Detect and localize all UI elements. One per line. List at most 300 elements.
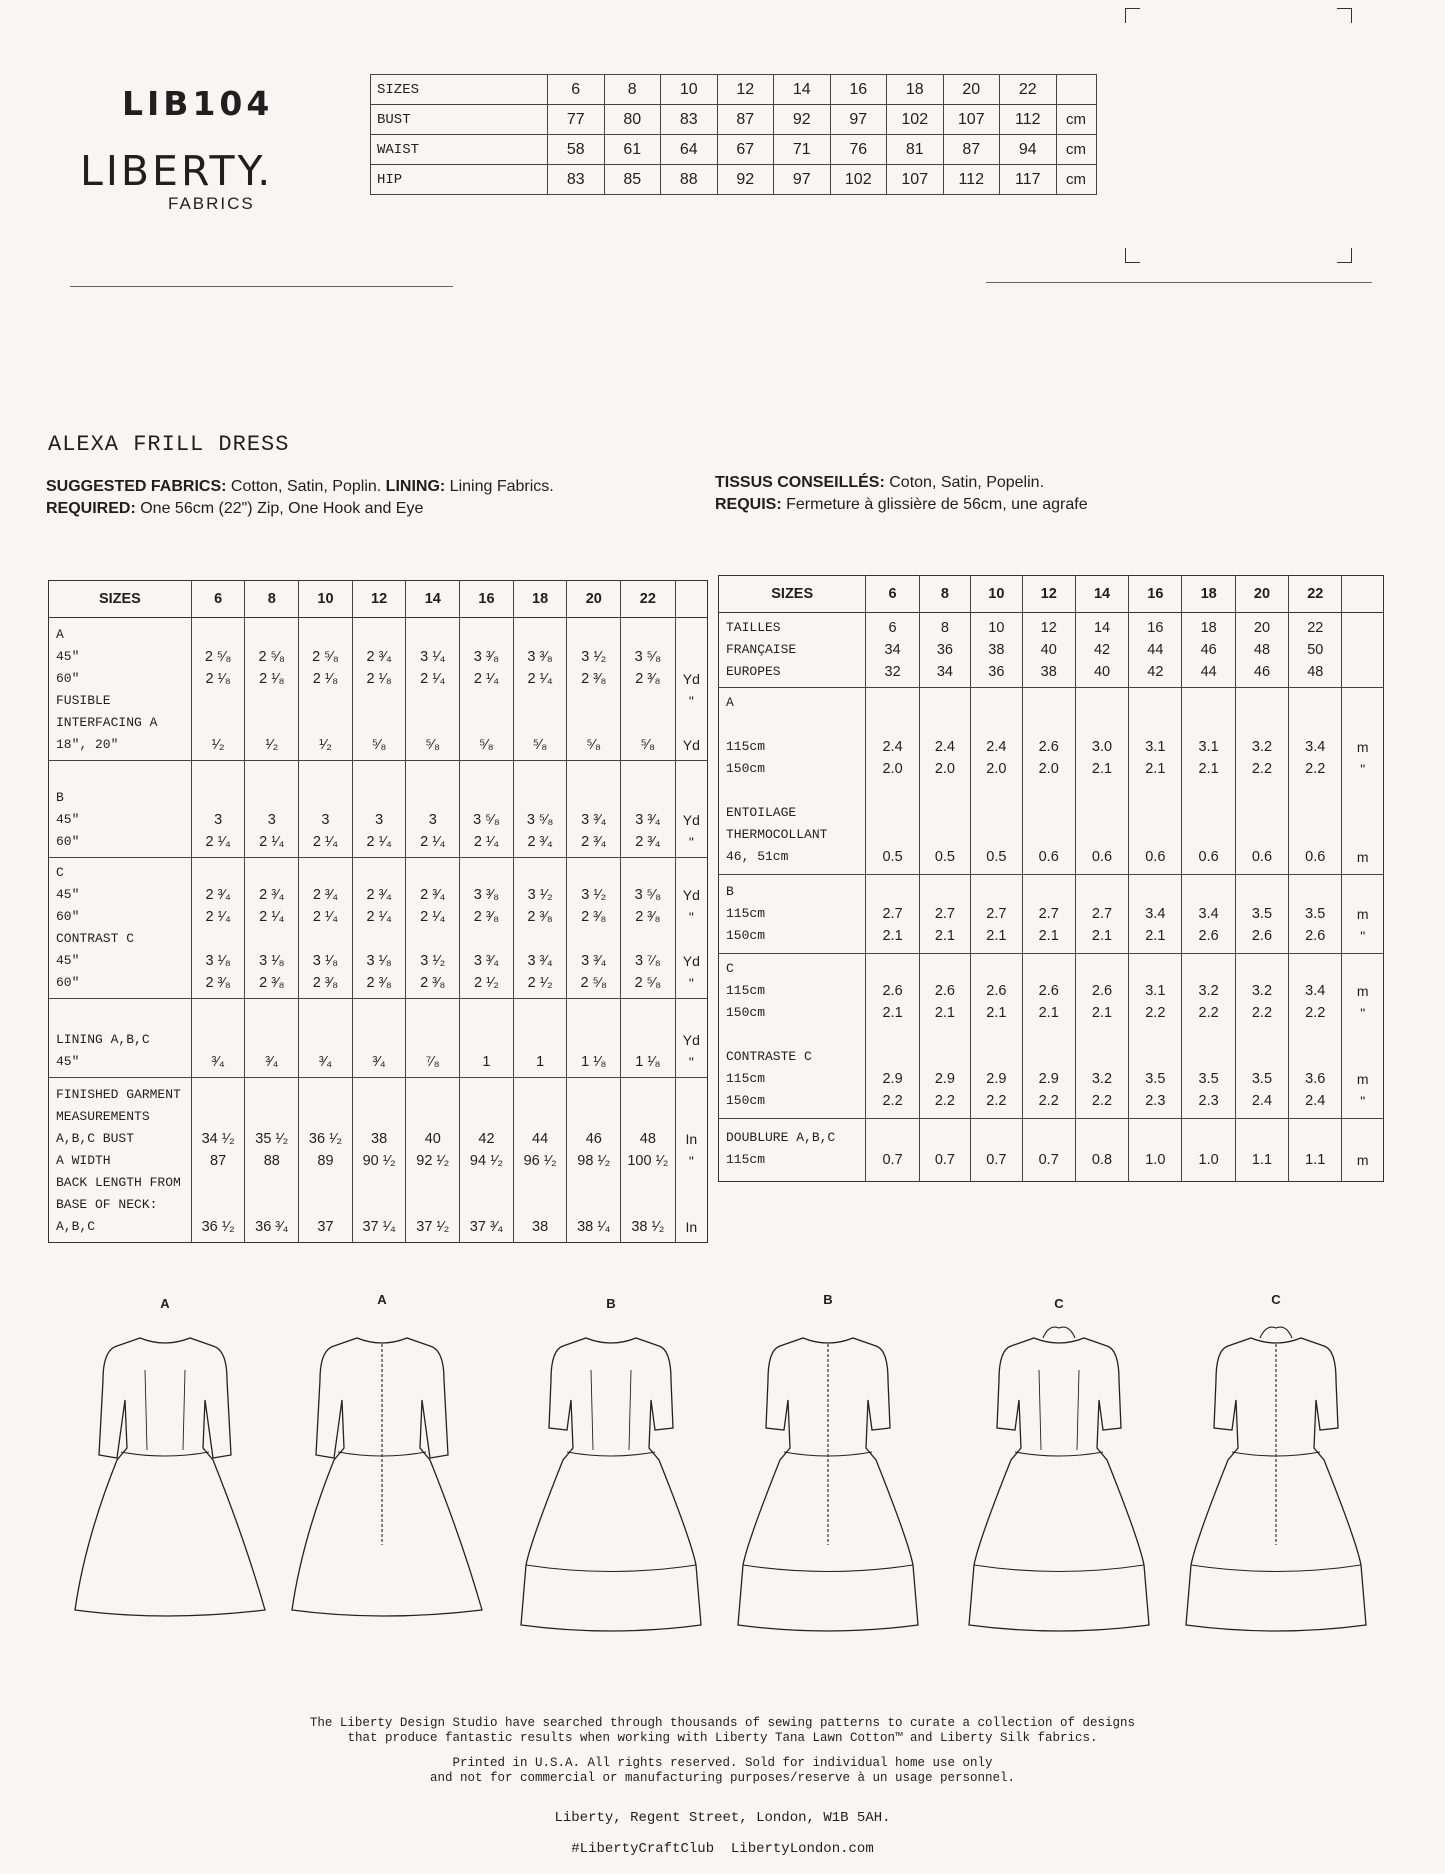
quantity-cell [1076,692,1128,714]
quantity-cell [1129,824,1181,846]
quantity-cell: 2 ¹⁄₄ [259,909,285,925]
section-labels [49,1078,192,1243]
quantity-cell [192,928,245,950]
quantity-cell [920,1024,970,1046]
header-cell: 14 [1075,576,1128,613]
quantity-cell [192,624,245,646]
quantity-cell: 2.1 [1091,761,1113,777]
quantity-cell: 2 ¹⁄₄ [205,834,231,850]
quantity-cell [866,1046,918,1068]
quantity-cell: 3 ³⁄₄ [527,953,553,969]
header-cell: SIZES [719,576,866,613]
waist-seam [567,1452,655,1456]
quantity-cell: 3 ⁵⁄₈ [634,887,662,903]
size-row [371,75,1097,105]
unit-cell: " [688,1153,694,1169]
unit-cell [676,765,707,787]
quantity-cell: 2.7 [986,906,1007,922]
section-label: A WIDTH [56,1153,111,1168]
quantity-cell [971,1024,1021,1046]
quantity-cell [1129,802,1181,824]
size-cell: 16 [830,75,887,105]
quantity-cell [1289,958,1341,980]
unit-cell: In [685,1131,698,1147]
quantity-cell: 3 ³⁄₈ [473,649,500,665]
quantity-cell [1129,1046,1181,1068]
unit-cell [1342,617,1383,639]
table-section [49,858,708,999]
section-labels [719,875,866,954]
view-label: C [1054,1296,1064,1311]
quantity-cell: 0.7 [934,1152,956,1168]
unit-cell [1342,692,1383,714]
unit-cell [1342,881,1383,903]
unit-cell [676,1084,707,1106]
quantity-cell: 2.1 [1145,761,1166,777]
unit-cell [676,1194,707,1216]
quantity-cell [299,862,352,884]
size-column [1075,613,1128,688]
view-label: A [160,1296,170,1311]
header-cell: 20 [567,581,621,618]
quantity-cell [866,802,918,824]
quantity-cell [920,802,970,824]
quantity-cell [514,862,567,884]
crop-mark [1337,248,1352,263]
view-label: A [377,1292,387,1307]
quantity-cell [621,765,675,787]
quantity-cell [1076,1127,1128,1149]
unit-cell: Yd [682,953,700,969]
quantity-cell [1076,1046,1128,1068]
quantity-cell: 2 ⁵⁄₈ [312,649,339,665]
section-label: 45″ [56,1054,80,1069]
quantity-cell [1129,714,1181,736]
quantity-cell: 2.2 [1251,1005,1273,1021]
table-section [49,618,708,761]
section-label: MEASUREMENTS [56,1109,150,1124]
header-cell: 22 [621,581,676,618]
section-label: LINING A,B,C [56,1032,150,1047]
unit-cell: Yd [682,887,700,903]
quantity-cell: 3.1 [1145,983,1166,999]
dress-outline [292,1338,482,1616]
size-cell: 83 [548,165,605,195]
quantity-cell: 2 ¹⁄₄ [205,909,231,925]
quantity-cell [1182,1127,1234,1149]
size-cell: 71 [774,135,831,165]
size-column [1022,1119,1075,1182]
table-section [719,1119,1384,1182]
size-column [567,999,621,1078]
quantity-cell: 2 ¹⁄₄ [312,909,339,925]
quantity-cell: 2.0 [934,761,956,777]
size-column [460,858,514,999]
quantity-cell: 3.4 [1305,983,1326,999]
quantity-cell: 2.2 [1305,761,1326,777]
quantity-cell: 3.5 [1145,1071,1166,1087]
quantity-cell [920,881,970,903]
quantity-cell: 1.0 [1145,1152,1166,1168]
quantity-cell: 3.2 [1251,983,1273,999]
quantity-cell: 2.2 [986,1093,1007,1109]
unit-cell [1342,780,1383,802]
quantity-cell: 2.9 [1038,1071,1059,1087]
quantity-cell: 2 ¹⁄₈ [366,671,392,687]
quantity-cell: 2.0 [986,761,1007,777]
quantity-cell: 0.8 [1091,1152,1113,1168]
view-label: B [606,1296,616,1311]
size-column [513,858,567,999]
quantity-cell: ⁵⁄₈ [425,737,440,753]
size-column [567,618,621,761]
quantity-cell [245,1194,298,1216]
fr-fabrics-value: Coton, Satin, Popelin. [884,474,1045,491]
quantity-cell [971,692,1021,714]
quantity-cell [245,765,298,787]
quantity-cell: 96 ¹⁄₂ [523,1153,557,1169]
quantity-cell: 0.6 [1305,849,1326,865]
quantity-cell: 2.3 [1198,1093,1219,1109]
section-label: FRANÇAISE [726,642,797,657]
quantity-cell: 46 [1200,642,1217,658]
quantity-cell: 2.4 [934,739,956,755]
quantity-cell [567,862,620,884]
section-label: INTERFACING A [56,715,158,730]
quantity-cell: 2 ¹⁄₄ [366,834,392,850]
quantity-cell [299,1172,352,1194]
size-chart [370,74,1097,195]
hem-frill-seam [1191,1565,1361,1572]
quantity-cell: ¹⁄₂ [211,737,225,753]
quantity-cell: 34 ¹⁄₂ [201,1131,235,1147]
size-column [567,761,621,858]
quantity-cell [460,928,513,950]
quantity-cell [567,787,620,809]
quantity-cell: 20 [1253,620,1271,636]
quantity-cell [299,1084,352,1106]
section-label: C [56,865,64,880]
quantity-cell [1236,881,1288,903]
quantity-cell: 2 ³⁄₄ [527,834,553,850]
section-label: 115cm [726,983,766,998]
fabrics-value: Cotton, Satin, Poplin. [226,478,386,495]
unit-cell: " [688,693,694,709]
unit-column [1342,613,1384,688]
size-column [513,618,567,761]
quantity-cell [1236,780,1288,802]
size-column [1022,875,1075,954]
quantity-cell [971,881,1021,903]
quantity-cell: 2.1 [882,1005,903,1021]
quantity-cell [460,862,513,884]
size-column [919,954,970,1119]
quantity-cell: 3.0 [1091,739,1113,755]
quantity-cell: 3 ¹⁄₄ [420,649,446,665]
table-section [49,761,708,858]
quantity-cell [1289,714,1341,736]
table-section [719,875,1384,954]
quantity-cell: 2.1 [1038,928,1059,944]
size-column [299,999,353,1078]
header-cell: 22 [1289,576,1342,613]
quantity-cell: 46 [1253,664,1271,680]
quantity-cell: 0.7 [986,1152,1007,1168]
quantity-cell: 3 ⁷⁄₈ [634,953,661,969]
unit-cell: " [688,834,694,850]
unit-cell: m [1356,983,1369,999]
quantity-cell [353,765,406,787]
quantity-cell: 2.1 [986,1005,1007,1021]
quantity-cell: 32 [884,664,901,680]
quantity-cell [245,1029,298,1051]
quantity-cell: 2 ³⁄₈ [312,975,339,991]
quantity-cell [621,690,675,712]
unit-cell [676,646,707,668]
size-row [371,105,1097,135]
section-label: 60″ [56,834,80,849]
quantity-cell [920,1127,970,1149]
quantity-cell: 6 [888,620,897,636]
waist-seam [1015,1452,1103,1456]
section-label: THERMOCOLLANT [726,827,828,842]
quantity-cell [971,802,1021,824]
bodice-darts [1039,1370,1079,1450]
section-label: CONTRAST C [56,931,135,946]
quantity-cell: 38 [532,1219,549,1235]
unit-column [675,618,707,761]
dress-outline [969,1338,1149,1631]
size-column [919,688,970,875]
quantity-cell [567,1172,620,1194]
unit-cell: m [1356,906,1369,922]
unit-cell: In [685,1219,698,1235]
size-cell: 85 [604,165,661,195]
size-column [1289,688,1342,875]
quantity-cell [621,1106,675,1128]
unit-cell: cm [1056,165,1096,195]
quantity-cell: 3 ¹⁄₈ [259,953,285,969]
quantity-cell: 3 ⁵⁄₈ [634,649,662,665]
quantity-cell [406,1194,459,1216]
section-labels [49,761,192,858]
quantity-cell: 37 ³⁄₄ [469,1219,504,1235]
quantity-cell: 2 ¹⁄₄ [366,909,392,925]
quantity-cell: 2 ⁵⁄₈ [580,975,608,991]
size-column [191,1078,245,1243]
section-label: 45″ [56,887,80,902]
quantity-cell [514,1029,567,1051]
size-column [513,1078,567,1243]
quantity-cell: 36 ³⁄₄ [255,1219,289,1235]
pattern-title: ALEXA FRILL DRESS [48,432,290,457]
quantity-cell [567,1106,620,1128]
quantity-cell: 3 [375,812,384,828]
size-column [866,688,919,875]
quantity-cell [567,765,620,787]
quantity-cell: 50 [1307,642,1324,658]
section-label: 45″ [56,649,80,664]
quantity-cell [1076,1024,1128,1046]
header-cell: 8 [919,576,970,613]
size-column [406,1078,460,1243]
quantity-cell [1023,1046,1075,1068]
quantity-cell [406,1029,459,1051]
unit-cell [676,928,707,950]
quantity-cell [1129,881,1181,903]
size-column [971,1119,1022,1182]
size-column [1075,875,1128,954]
header-cell: 6 [191,581,245,618]
quantity-cell: 2.1 [986,928,1007,944]
size-cell: 76 [830,135,887,165]
size-column [460,618,514,761]
size-column [621,999,676,1078]
quantity-cell: 2 ³⁄₈ [581,671,607,687]
quantity-cell [406,862,459,884]
table-header-row [719,576,1384,613]
size-column [460,1078,514,1243]
table-section [49,1078,708,1243]
header-cell: 16 [1129,576,1182,613]
size-column [971,613,1022,688]
size-column [567,1078,621,1243]
quantity-cell [1289,1046,1341,1068]
size-row-label: BUST [371,105,548,135]
section-label: ENTOILAGE [726,805,797,820]
quantity-cell: 37 ¹⁄₂ [416,1219,450,1235]
quantity-cell: 10 [988,620,1005,636]
section-label [726,714,865,736]
quantity-cell: 44 [1200,664,1217,680]
quantity-cell [1076,802,1128,824]
size-cell: 92 [774,105,831,135]
size-cell: 22 [1000,75,1057,105]
section-label: 18″, 20″ [56,737,119,752]
quantity-cell [406,1084,459,1106]
quantity-cell: 42 [1093,642,1111,658]
quantity-cell [1023,1024,1075,1046]
section-label: 60″ [56,909,80,924]
quantity-cell: 34 [936,664,953,680]
quantity-cell: ⁵⁄₈ [532,737,548,753]
quantity-cell [514,1084,567,1106]
quantity-cell: 2.2 [934,1093,956,1109]
unit-cell [1342,1024,1383,1046]
quantity-cell: 46 [585,1131,602,1147]
crop-mark [1125,248,1140,263]
quantity-cell: 3.5 [1251,1071,1273,1087]
quantity-cell: 1.0 [1198,1152,1219,1168]
quantity-cell: 2.1 [934,1005,956,1021]
quantity-cell [1289,692,1341,714]
quantity-cell [514,690,567,712]
size-column [191,858,245,999]
quantity-cell [621,1029,675,1051]
quantity-cell [406,624,459,646]
size-column [919,613,970,688]
quantity-cell [299,1007,352,1029]
quantity-cell: 2.6 [1198,928,1219,944]
size-cell: 67 [717,135,774,165]
size-cell: 87 [717,105,774,135]
unit-column [675,999,707,1078]
size-column [513,761,567,858]
size-cell: 20 [943,75,1000,105]
quantity-cell: 2.1 [882,928,903,944]
bodice-darts [591,1370,631,1450]
size-column [866,613,919,688]
quantity-cell: 2 ³⁄₄ [312,887,339,903]
quantity-cell [1182,1046,1234,1068]
quantity-cell: ⁵⁄₈ [586,737,601,753]
quantity-cell [192,1007,245,1029]
quantity-cell: 2.7 [1038,906,1059,922]
quantity-cell: 37 ¹⁄₄ [362,1219,396,1235]
quantity-cell [460,624,513,646]
size-column [406,858,460,999]
quantity-cell [1289,780,1341,802]
quantity-cell: 2.4 [1305,1093,1326,1109]
quantity-cell: 3 ¹⁄₂ [581,649,607,665]
section-labels [719,613,866,688]
quantity-cell [192,1172,245,1194]
quantity-cell [353,787,406,809]
section-label: 115cm [726,906,766,921]
unit-cell: m [1356,1152,1369,1168]
quantity-cell [406,1106,459,1128]
section-label: 60″ [56,975,80,990]
header-cell: 6 [866,576,919,613]
quantity-cell [192,690,245,712]
quantity-cell: 48 [1307,664,1324,680]
quantity-cell [514,1172,567,1194]
quantity-cell: 3.4 [1305,739,1326,755]
quantity-cell [460,690,513,712]
quantity-cell: 2.4 [1251,1093,1273,1109]
quantity-cell: 2.7 [1091,906,1113,922]
size-cell: 117 [1000,165,1057,195]
unit-column [1342,875,1384,954]
quantity-cell: 2 ¹⁄₂ [473,975,499,991]
quantity-cell [245,928,298,950]
quantity-cell: 40 [424,1131,441,1147]
quantity-cell [1182,780,1234,802]
quantity-cell [1182,692,1234,714]
fr-required-value: Fermeture à glissière de 56cm, une agrafe [781,496,1088,513]
size-cell: 18 [887,75,944,105]
quantity-cell [567,1007,620,1029]
quantity-cell: 2 ³⁄₈ [420,975,446,991]
size-column [1182,954,1235,1119]
section-label: 45″ [56,953,80,968]
size-cell: 87 [943,135,1000,165]
quantity-cell: 42 [1147,664,1164,680]
size-column [1182,875,1235,954]
size-column [1075,688,1128,875]
quantity-cell: 34 [884,642,901,658]
section-label: BACK LENGTH FROM [56,1175,181,1190]
size-column [1129,613,1182,688]
quantity-cell: 0.7 [1038,1152,1059,1168]
size-column [971,954,1022,1119]
size-column [971,875,1022,954]
unit-cell [676,1172,707,1194]
quantity-cell: 2 ³⁄₄ [420,887,446,903]
quantity-cell [1236,824,1288,846]
quantity-cell: 3.6 [1305,1071,1326,1087]
quantity-cell [353,862,406,884]
